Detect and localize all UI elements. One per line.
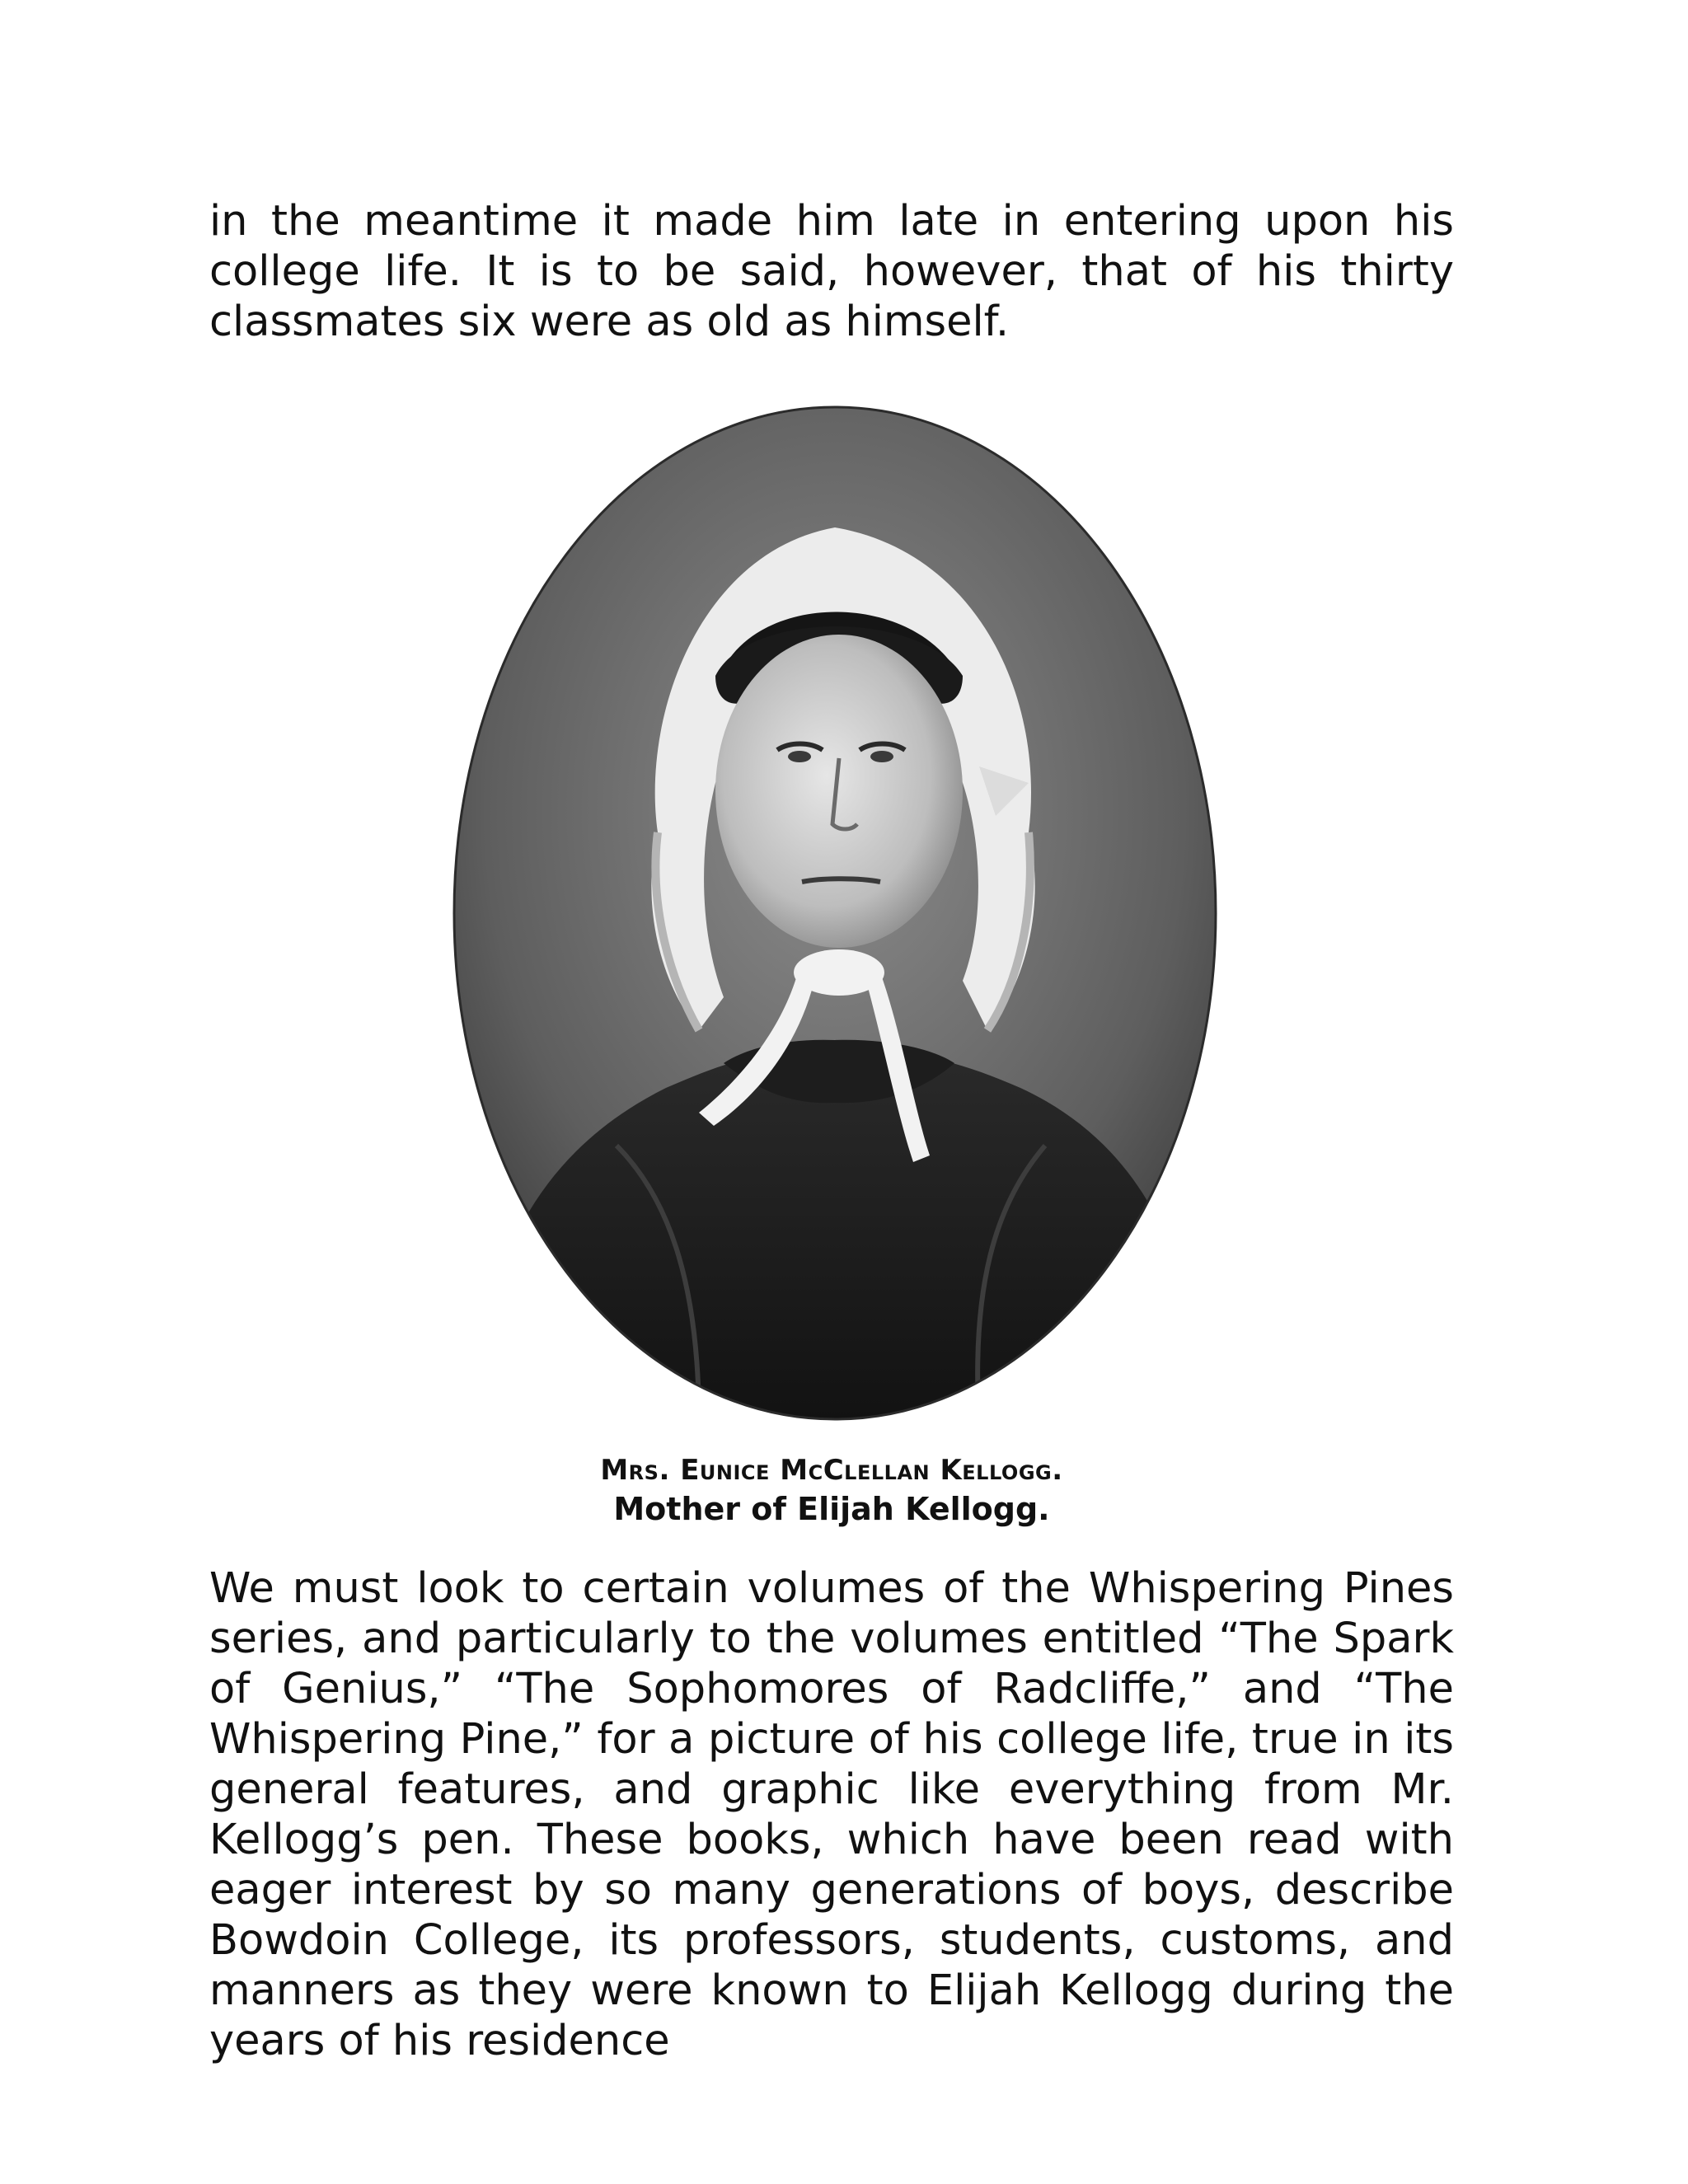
portrait-photo [452, 404, 1218, 1422]
body-paragraph-bottom: We must look to certain volumes of the Whispering Pines series, and particularly to the volumes entitled “The Spark of Genius,” “The Sophomores of Radcliffe,” and “The Whispering Pine,” for a picture of his college life, true in its general features, and graphic like everything from Mr. Kellogg’s pen. These books, which have been read with eager interest by so many generations of boys, describe Bowdoin College, its professors, students, customs, and manners as they were known to Elijah Kellogg during the years of his residence [209, 1564, 1454, 2065]
body-paragraph-top: in the meantime it made him late in entering upon his college life. It is to be said, however, that of his thirty classmates six were as old as himself. [209, 197, 1454, 346]
figure-caption-subtitle: Mother of Elijah Kellogg. [613, 1491, 1050, 1527]
figure-caption-name: Mrs. Eunice McClellan Kellogg. [600, 1454, 1063, 1487]
